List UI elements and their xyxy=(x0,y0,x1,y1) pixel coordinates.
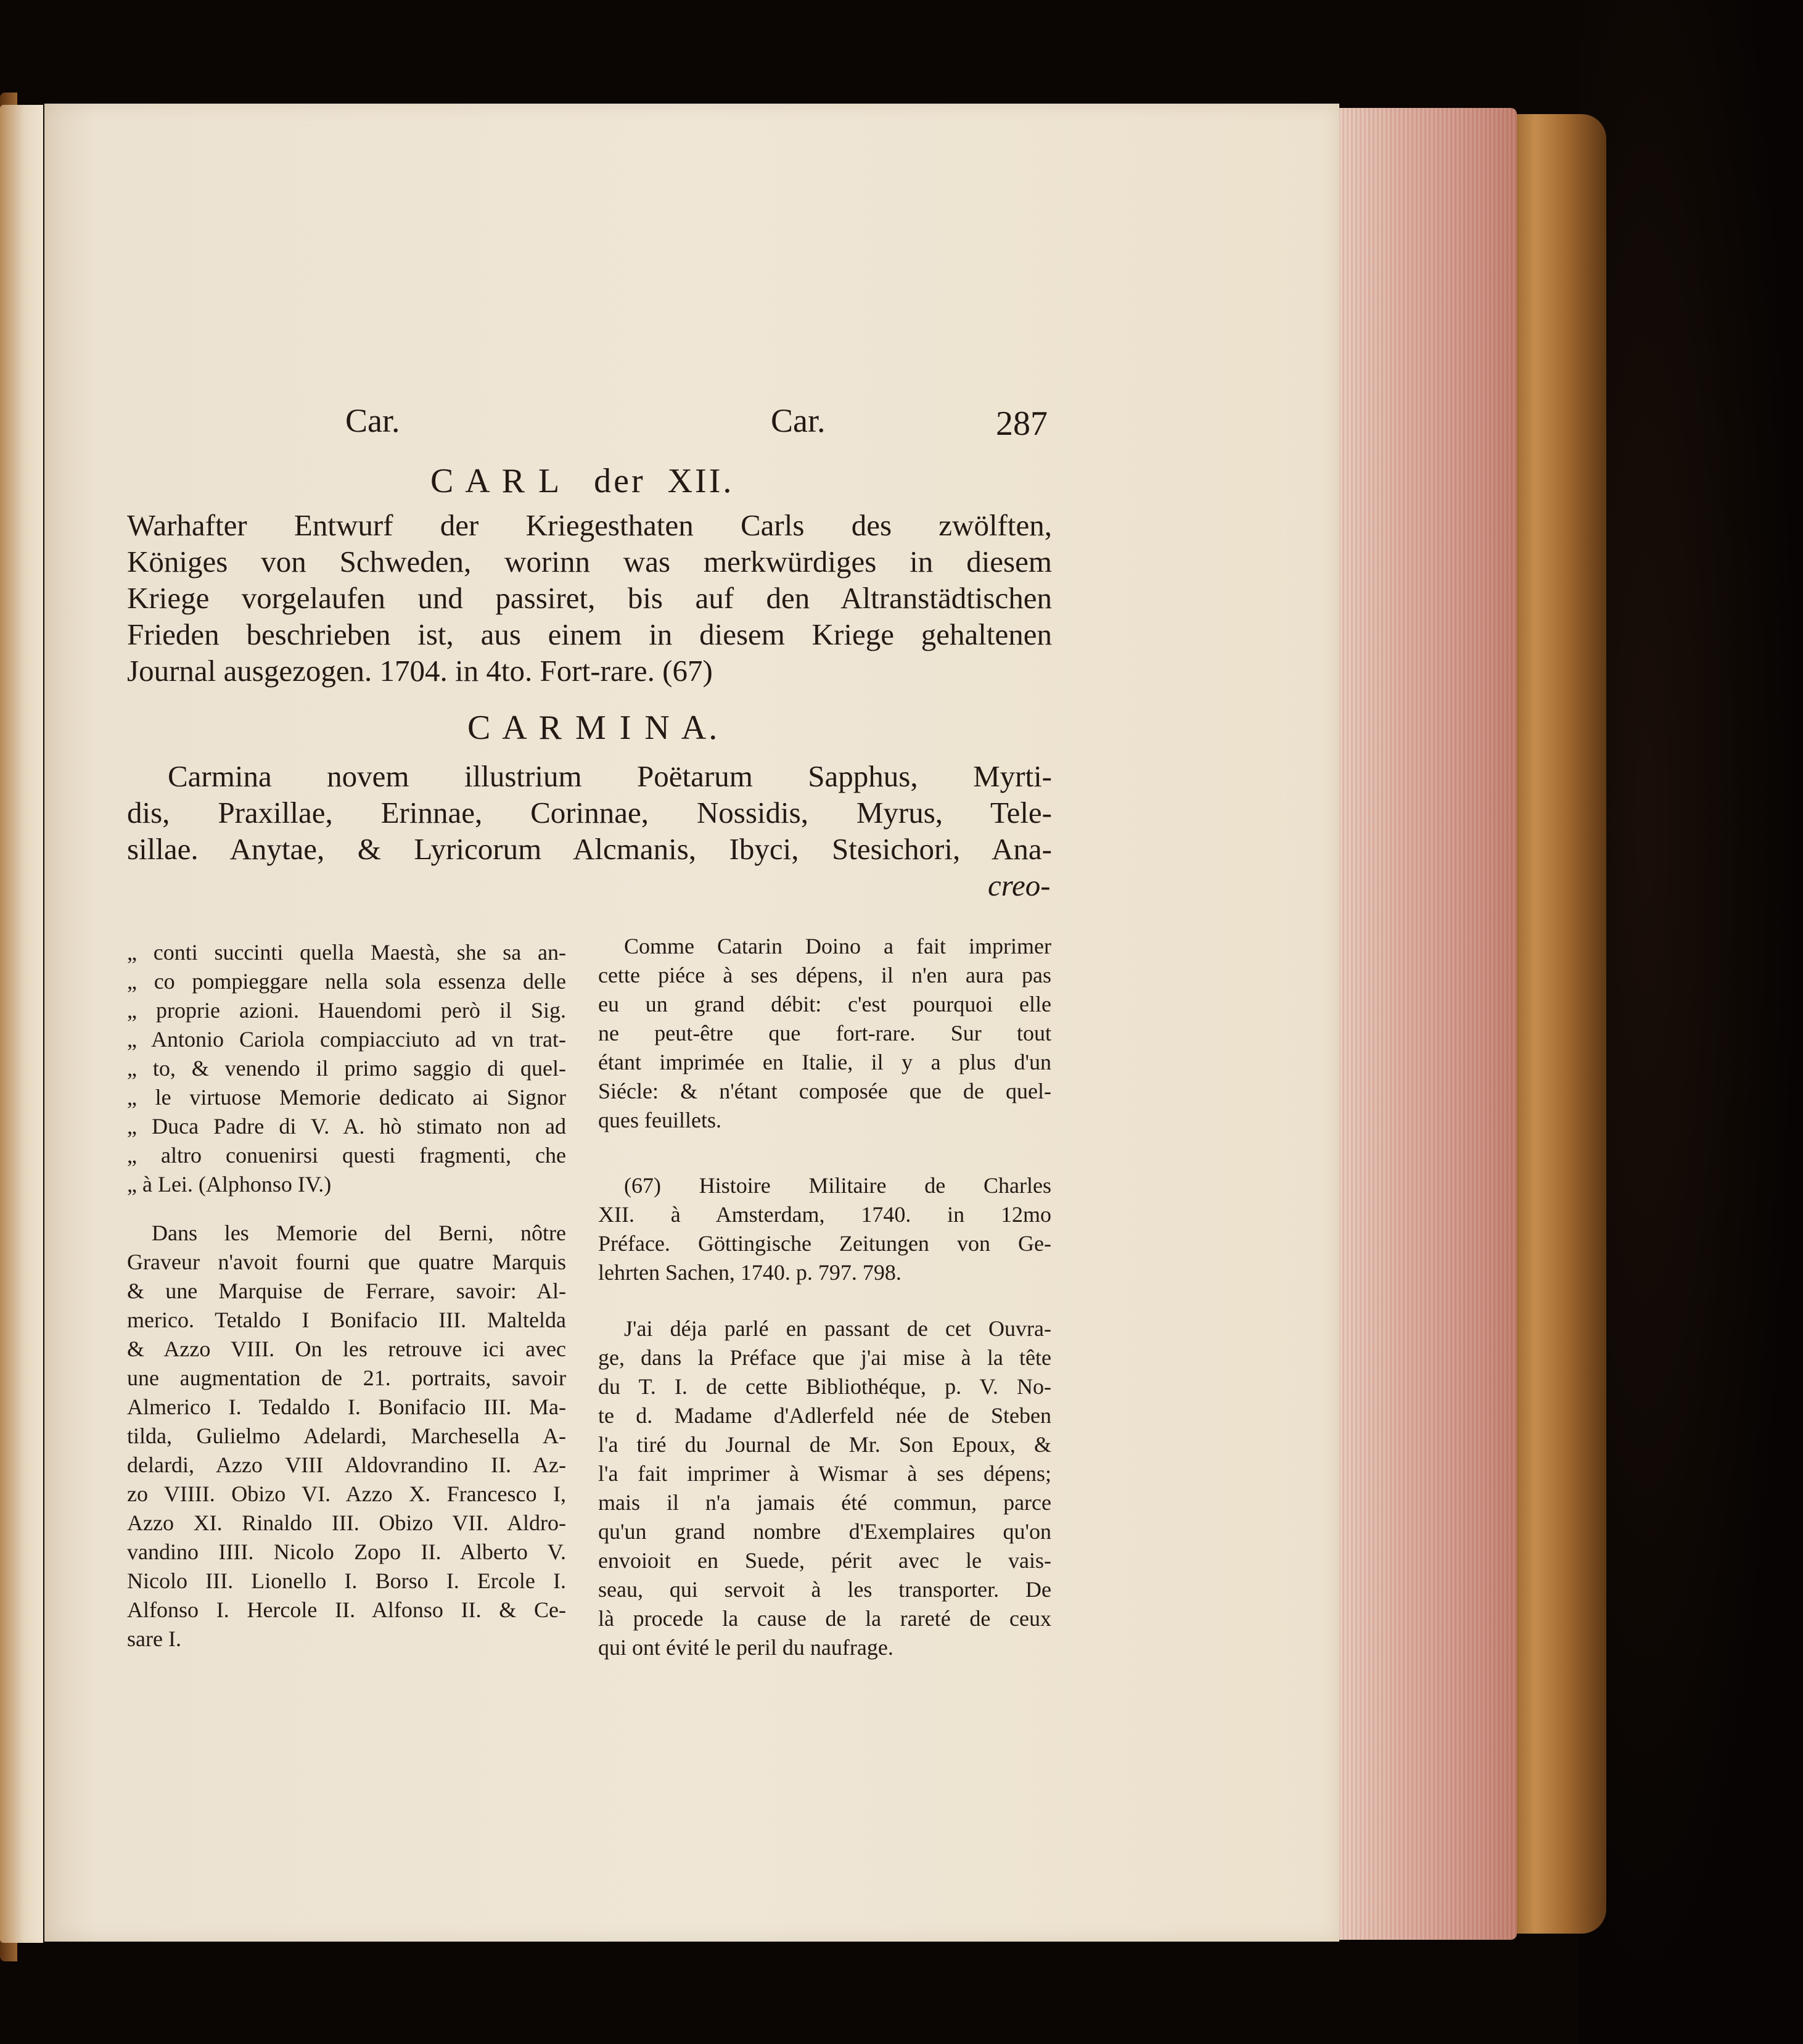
right-para-line: eu un grand débit: c'est pourquoi elle xyxy=(598,992,1051,1016)
left-para-line: une augmentation de 21. portraits, savoir xyxy=(127,1366,566,1390)
catchword: creo- xyxy=(988,868,1051,902)
entry-carmina-line: sillae. Anytae, & Lyricorum Alcmanis, Ibyci, Stesichori, Ana- xyxy=(127,832,1052,866)
left-para-line: tilda, Gulielmo Adelardi, Marchesella A- xyxy=(127,1424,566,1448)
left-para-line: Graveur n'avoit fourni que quatre Marquis xyxy=(127,1250,566,1274)
left-quote-line: „ altro conuenirsi questi fragmenti, che xyxy=(127,1143,566,1168)
right-para2-line: du T. I. de cette Bibliothéque, p. V. No- xyxy=(598,1374,1051,1399)
footnote-line: (67) Histoire Militaire de Charles xyxy=(624,1173,1051,1198)
left-para-line: Almerico I. Tedaldo I. Bonifacio III. Ma- xyxy=(127,1395,566,1419)
entry-carl-line: Frieden beschrieben ist, aus einem in diesem Kriege gehaltenen xyxy=(127,617,1052,651)
right-para2-line: l'a tiré du Journal de Mr. Son Epoux, & xyxy=(598,1432,1051,1457)
dark-background xyxy=(1579,0,1803,2044)
book-page xyxy=(44,104,1339,1942)
right-para2-line: mais il n'a jamais été commun, parce xyxy=(598,1490,1051,1515)
right-para2-line: qui ont évité le peril du naufrage. xyxy=(598,1635,893,1660)
left-para-line: merico. Tetaldo I Bonifacio III. Maltelda xyxy=(127,1308,566,1332)
entry-carl-line: Journal ausgezogen. 1704. in 4to. Fort-rare. (67) xyxy=(127,654,713,688)
left-quote-line: „ le virtuose Memorie dedicato ai Signor xyxy=(127,1085,566,1110)
entry-carmina-line: dis, Praxillae, Erinnae, Corinnae, Nossidis, Myrus, Tele- xyxy=(127,796,1052,830)
running-head-left: Car. xyxy=(345,402,400,439)
right-para2-line: ge, dans la Préface que j'ai mise à la tête xyxy=(598,1345,1051,1370)
footnote-line: lehrten Sachen, 1740. p. 797. 798. xyxy=(598,1260,902,1285)
left-para-line: vandino IIII. Nicolo Zopo II. Alberto V. xyxy=(127,1539,566,1564)
facing-page-sliver xyxy=(0,105,43,1943)
right-para-line: étant imprimée en Italie, il y a plus d'un xyxy=(598,1050,1051,1074)
entry-heading-carmina: C A R M I N A. xyxy=(467,709,720,747)
left-para-line: zo VIIII. Obizo VI. Azzo X. Francesco I, xyxy=(127,1481,566,1506)
left-quote-line: „ co pompieggare nella sola essenza delle xyxy=(127,969,566,994)
left-para-line: delardi, Azzo VIII Aldovrandino II. Az- xyxy=(127,1453,566,1477)
right-para2-line: J'ai déja parlé en passant de cet Ouvra- xyxy=(624,1316,1051,1341)
left-quote-line: „ Antonio Cariola compiacciuto ad vn trat- xyxy=(127,1027,566,1052)
right-para2-line: là procede la cause de la rareté de ceux xyxy=(598,1606,1051,1631)
left-para-line: Alfonso I. Hercole II. Alfonso II. & Ce- xyxy=(127,1597,566,1622)
left-quote-line: „ à Lei. (Alphonso IV.) xyxy=(127,1172,332,1197)
right-para2-line: qu'un grand nombre d'Exemplaires qu'on xyxy=(598,1519,1051,1544)
right-para-line: cette piéce à ses dépens, il n'en aura pas xyxy=(598,963,1051,987)
entry-carl-line: Königes von Schweden, worinn was merkwürdiges in diesem xyxy=(127,545,1052,579)
right-para-line: ne peut-être que fort-rare. Sur tout xyxy=(598,1021,1051,1045)
right-para2-line: te d. Madame d'Adlerfeld née de Steben xyxy=(598,1403,1051,1428)
right-para2-line: seau, qui servoit à les transporter. De xyxy=(598,1577,1051,1602)
left-quote-line: „ to, & venendo il primo saggio di quel- xyxy=(127,1056,566,1081)
entry-carl-line: Warhafter Entwurf der Kriegesthaten Carls des zwölften, xyxy=(127,508,1052,542)
entry-carmina-line: Carmina novem illustrium Poëtarum Sapphus, Myrti- xyxy=(168,759,1052,793)
left-para-line: Nicolo III. Lionello I. Borso I. Ercole I. xyxy=(127,1568,566,1593)
right-para2-line: envoioit en Suede, périt avec le vais- xyxy=(598,1548,1051,1573)
left-para-line: & Azzo VIII. On les retrouve ici avec xyxy=(127,1337,566,1361)
left-quote-line: „ proprie azioni. Hauendomi però il Sig. xyxy=(127,998,566,1023)
right-para-line: Comme Catarin Doino a fait imprimer xyxy=(624,934,1051,958)
right-para-line: Siécle: & n'étant composée que de quel- xyxy=(598,1079,1051,1103)
left-para-line: Dans les Memorie del Berni, nôtre xyxy=(152,1221,566,1245)
right-para-line: ques feuillets. xyxy=(598,1108,721,1132)
left-para-line: sare I. xyxy=(127,1626,181,1651)
footnote-line: XII. à Amsterdam, 1740. in 12mo xyxy=(598,1202,1051,1227)
left-para-line: & une Marquise de Ferrare, savoir: Al- xyxy=(127,1279,566,1303)
left-quote-line: „ conti succinti quella Maestà, she sa an- xyxy=(127,940,566,965)
page-number: 287 xyxy=(996,405,1048,443)
running-head-center: Car. xyxy=(771,402,826,439)
left-para-line: Azzo XI. Rinaldo III. Obizo VII. Aldro- xyxy=(127,1510,566,1535)
footnote-line: Préface. Göttingische Zeitungen von Ge- xyxy=(598,1231,1051,1256)
right-para2-line: l'a fait imprimer à Wismar à ses dépens; xyxy=(598,1461,1051,1486)
entry-carl-line: Kriege vorgelaufen und passiret, bis auf den Altranstädtischen xyxy=(127,581,1052,615)
leather-cover-edge xyxy=(1505,114,1606,1934)
entry-heading-carl: C A R L der XII. xyxy=(430,462,734,500)
page-fore-edge xyxy=(1338,108,1517,1940)
left-quote-line: „ Duca Padre di V. A. hò stimato non ad xyxy=(127,1114,566,1139)
